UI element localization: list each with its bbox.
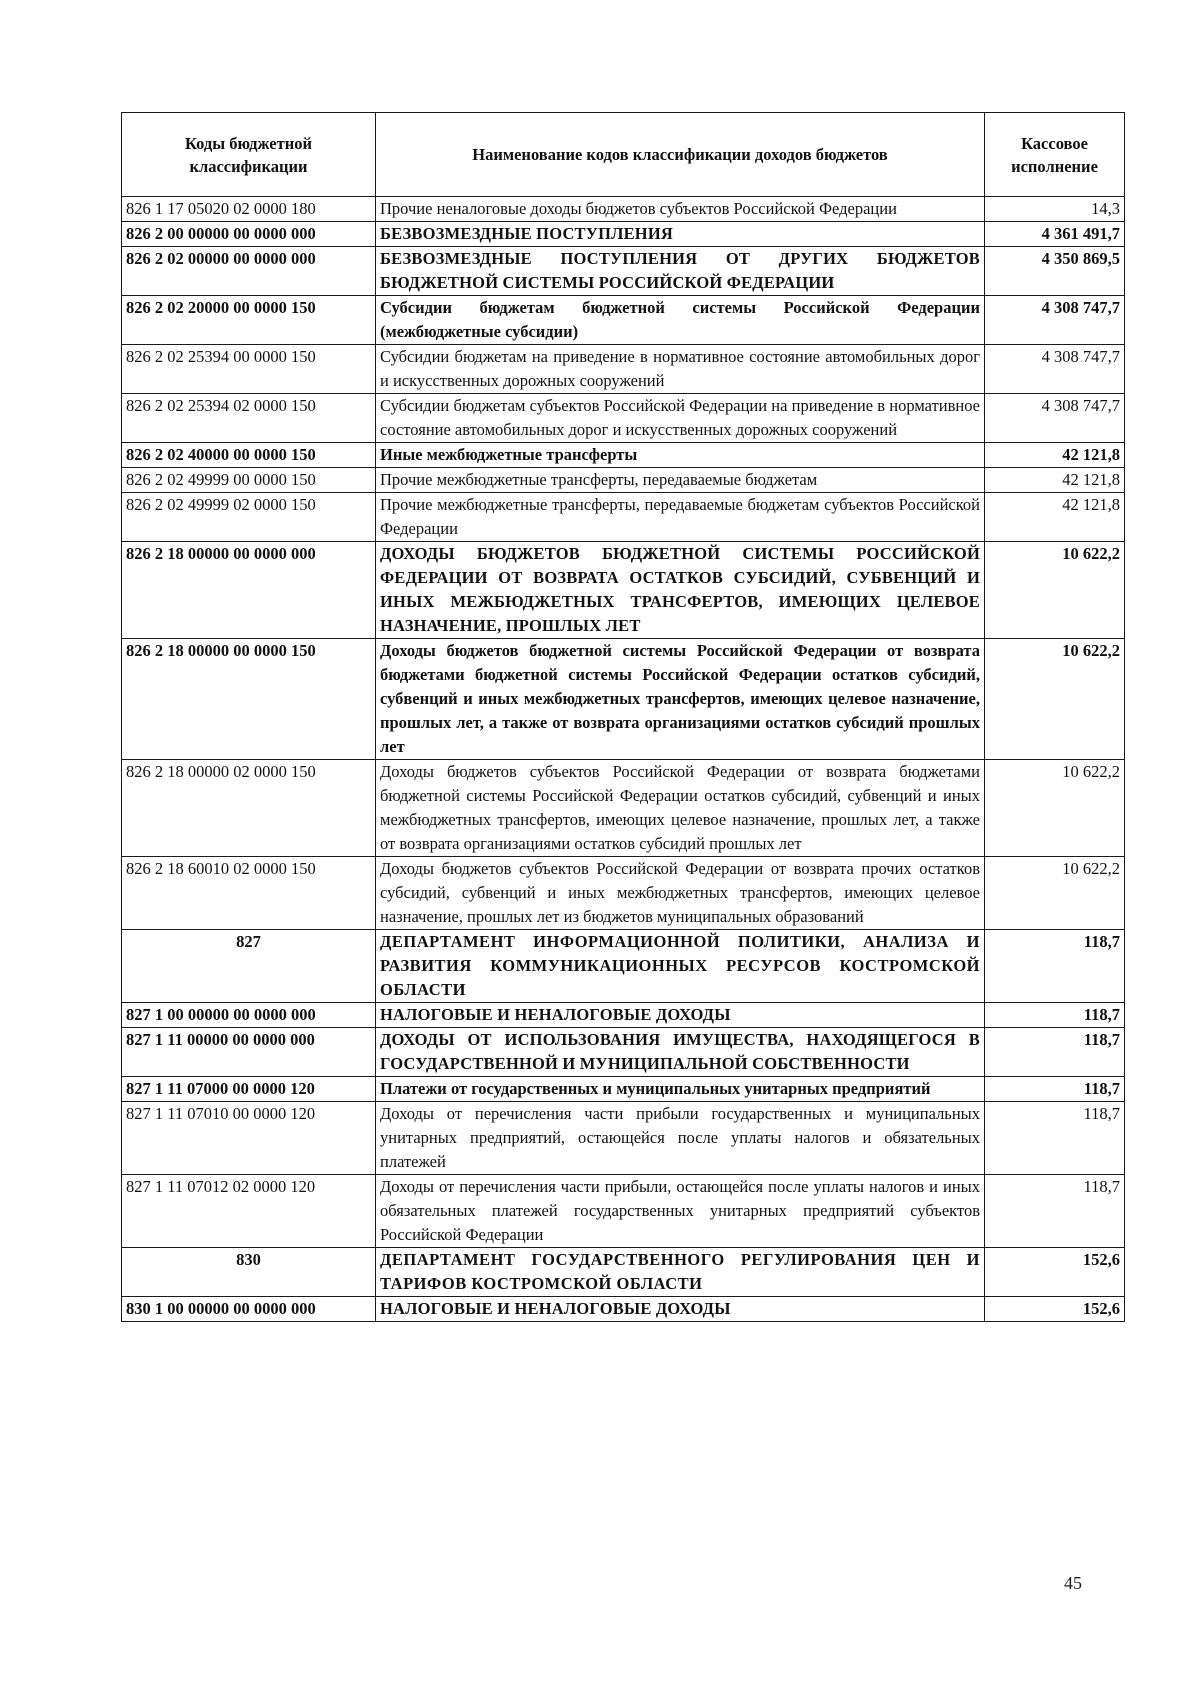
row-name: Прочие межбюджетные трансферты, передаваемые бюджетам субъектов Российской Федерации (376, 493, 985, 542)
table-row (122, 542, 1125, 639)
row-code: 826 2 02 25394 00 0000 150 (122, 345, 376, 394)
row-code: 826 2 02 49999 00 0000 150 (122, 468, 376, 493)
row-name: Субсидии бюджетам на приведение в нормативное состояние автомобильных дорог и искусственных дорожных сооружений (376, 345, 985, 394)
row-amount: 152,6 (985, 1297, 1125, 1322)
row-amount: 42 121,8 (985, 493, 1125, 542)
table-row (122, 639, 1125, 760)
row-amount: 10 622,2 (985, 760, 1125, 857)
table-row (122, 1102, 1125, 1175)
row-amount: 118,7 (985, 1003, 1125, 1028)
table-row (122, 760, 1125, 857)
row-amount: 4 308 747,7 (985, 345, 1125, 394)
row-name: Прочие межбюджетные трансферты, передаваемые бюджетам (376, 468, 985, 493)
table-row (122, 1297, 1125, 1322)
row-name: Доходы от перечисления части прибыли государственных и муниципальных унитарных предприятий, остающейся после уплаты налогов и обязательных платежей (376, 1102, 985, 1175)
table-row (122, 222, 1125, 247)
row-code: 827 1 11 07000 00 0000 120 (122, 1077, 376, 1102)
row-code: 827 1 11 07012 02 0000 120 (122, 1175, 376, 1248)
table-row (122, 493, 1125, 542)
row-code: 826 2 18 00000 00 0000 150 (122, 639, 376, 760)
table-row (122, 247, 1125, 296)
row-code: 830 1 00 00000 00 0000 000 (122, 1297, 376, 1322)
row-amount: 4 308 747,7 (985, 394, 1125, 443)
header-code: Коды бюджетной классификации (122, 113, 376, 197)
row-name: Доходы бюджетов субъектов Российской Федерации от возврата прочих остатков субсидий, субвенций и иных межбюджетных трансфертов, имеющих целевое назначение, прошлых лет из бюджетов муниципальных образований (376, 857, 985, 930)
row-name: Доходы от перечисления части прибыли, остающейся после уплаты налогов и иных обязательных платежей государственных унитарных предприятий субъектов Российской Федерации (376, 1175, 985, 1248)
row-amount: 118,7 (985, 1077, 1125, 1102)
row-code: 826 2 18 00000 02 0000 150 (122, 760, 376, 857)
row-code: 826 2 18 00000 00 0000 000 (122, 542, 376, 639)
table-row (122, 468, 1125, 493)
row-amount: 14,3 (985, 197, 1125, 222)
row-name: Субсидии бюджетам субъектов Российской Федерации на приведение в нормативное состояние автомобильных дорог и искусственных дорожных сооружений (376, 394, 985, 443)
row-name: БЕЗВОЗМЕЗДНЫЕ ПОСТУПЛЕНИЯ ОТ ДРУГИХ БЮДЖЕТОВ БЮДЖЕТНОЙ СИСТЕМЫ РОССИЙСКОЙ ФЕДЕРАЦИИ (376, 247, 985, 296)
header-name: Наименование кодов классификации доходов бюджетов (376, 113, 985, 197)
row-amount: 118,7 (985, 930, 1125, 1003)
row-code: 826 2 02 25394 02 0000 150 (122, 394, 376, 443)
row-name: ДЕПАРТАМЕНТ ГОСУДАРСТВЕННОГО РЕГУЛИРОВАНИЯ ЦЕН И ТАРИФОВ КОСТРОМСКОЙ ОБЛАСТИ (376, 1248, 985, 1297)
table-row (122, 1077, 1125, 1102)
row-name: ДЕПАРТАМЕНТ ИНФОРМАЦИОННОЙ ПОЛИТИКИ, АНАЛИЗА И РАЗВИТИЯ КОММУНИКАЦИОННЫХ РЕСУРСОВ КОСТРОМСКОЙ ОБЛАСТИ (376, 930, 985, 1003)
table-row (122, 1028, 1125, 1077)
row-name: Доходы бюджетов бюджетной системы Российской Федерации от возврата бюджетами бюджетной системы Российской Федерации остатков субсидий, субвенций и иных межбюджетных трансфертов, имеющих целевое назначение, прошлых лет, а также от возврата организациями остатков субсидий прошлых лет (376, 639, 985, 760)
row-amount: 118,7 (985, 1175, 1125, 1248)
row-code: 827 1 11 00000 00 0000 000 (122, 1028, 376, 1077)
row-name: Прочие неналоговые доходы бюджетов субъектов Российской Федерации (376, 197, 985, 222)
table-row (122, 1248, 1125, 1297)
row-code: 827 (122, 930, 376, 1003)
budget-revenue-table (121, 112, 1125, 1322)
header-amount: Кассовое исполнение (985, 113, 1125, 197)
row-code: 827 1 00 00000 00 0000 000 (122, 1003, 376, 1028)
row-name: Иные межбюджетные трансферты (376, 443, 985, 468)
row-code: 826 2 18 60010 02 0000 150 (122, 857, 376, 930)
table-row (122, 930, 1125, 1003)
row-code: 826 1 17 05020 02 0000 180 (122, 197, 376, 222)
row-name: Субсидии бюджетам бюджетной системы Российской Федерации (межбюджетные субсидии) (376, 296, 985, 345)
row-code: 826 2 00 00000 00 0000 000 (122, 222, 376, 247)
row-amount: 10 622,2 (985, 639, 1125, 760)
row-amount: 4 350 869,5 (985, 247, 1125, 296)
row-amount: 42 121,8 (985, 468, 1125, 493)
row-code: 826 2 02 40000 00 0000 150 (122, 443, 376, 468)
table-row (122, 1175, 1125, 1248)
row-name: БЕЗВОЗМЕЗДНЫЕ ПОСТУПЛЕНИЯ (376, 222, 985, 247)
row-amount: 4 361 491,7 (985, 222, 1125, 247)
table-row (122, 1003, 1125, 1028)
row-code: 826 2 02 49999 02 0000 150 (122, 493, 376, 542)
row-code: 826 2 02 20000 00 0000 150 (122, 296, 376, 345)
page-number: 45 (1064, 1573, 1082, 1593)
table-row (122, 197, 1125, 222)
table-header-row (122, 113, 1125, 197)
row-code: 827 1 11 07010 00 0000 120 (122, 1102, 376, 1175)
table-row (122, 345, 1125, 394)
table-row (122, 296, 1125, 345)
row-amount: 118,7 (985, 1102, 1125, 1175)
row-name: Платежи от государственных и муниципальных унитарных предприятий (376, 1077, 985, 1102)
row-amount: 4 308 747,7 (985, 296, 1125, 345)
row-name: ДОХОДЫ БЮДЖЕТОВ БЮДЖЕТНОЙ СИСТЕМЫ РОССИЙСКОЙ ФЕДЕРАЦИИ ОТ ВОЗВРАТА ОСТАТКОВ СУБСИДИЙ, СУБВЕНЦИЙ И ИНЫХ МЕЖБЮДЖЕТНЫХ ТРАНСФЕРТОВ, ИМЕЮЩИХ ЦЕЛЕВОЕ НАЗНАЧЕНИЕ, ПРОШЛЫХ ЛЕТ (376, 542, 985, 639)
row-name: НАЛОГОВЫЕ И НЕНАЛОГОВЫЕ ДОХОДЫ (376, 1003, 985, 1028)
row-name: НАЛОГОВЫЕ И НЕНАЛОГОВЫЕ ДОХОДЫ (376, 1297, 985, 1322)
row-code: 826 2 02 00000 00 0000 000 (122, 247, 376, 296)
table-row (122, 443, 1125, 468)
row-amount: 10 622,2 (985, 542, 1125, 639)
table-row (122, 394, 1125, 443)
row-amount: 152,6 (985, 1248, 1125, 1297)
table-row (122, 857, 1125, 930)
row-name: ДОХОДЫ ОТ ИСПОЛЬЗОВАНИЯ ИМУЩЕСТВА, НАХОДЯЩЕГОСЯ В ГОСУДАРСТВЕННОЙ И МУНИЦИПАЛЬНОЙ СОБСТВЕННОСТИ (376, 1028, 985, 1077)
row-name: Доходы бюджетов субъектов Российской Федерации от возврата бюджетами бюджетной системы Российской Федерации остатков субсидий, субвенций и иных межбюджетных трансфертов, имеющих целевое назначение, прошлых лет, а также от возврата организациями остатков субсидий прошлых лет (376, 760, 985, 857)
row-code: 830 (122, 1248, 376, 1297)
row-amount: 42 121,8 (985, 443, 1125, 468)
row-amount: 118,7 (985, 1028, 1125, 1077)
row-amount: 10 622,2 (985, 857, 1125, 930)
